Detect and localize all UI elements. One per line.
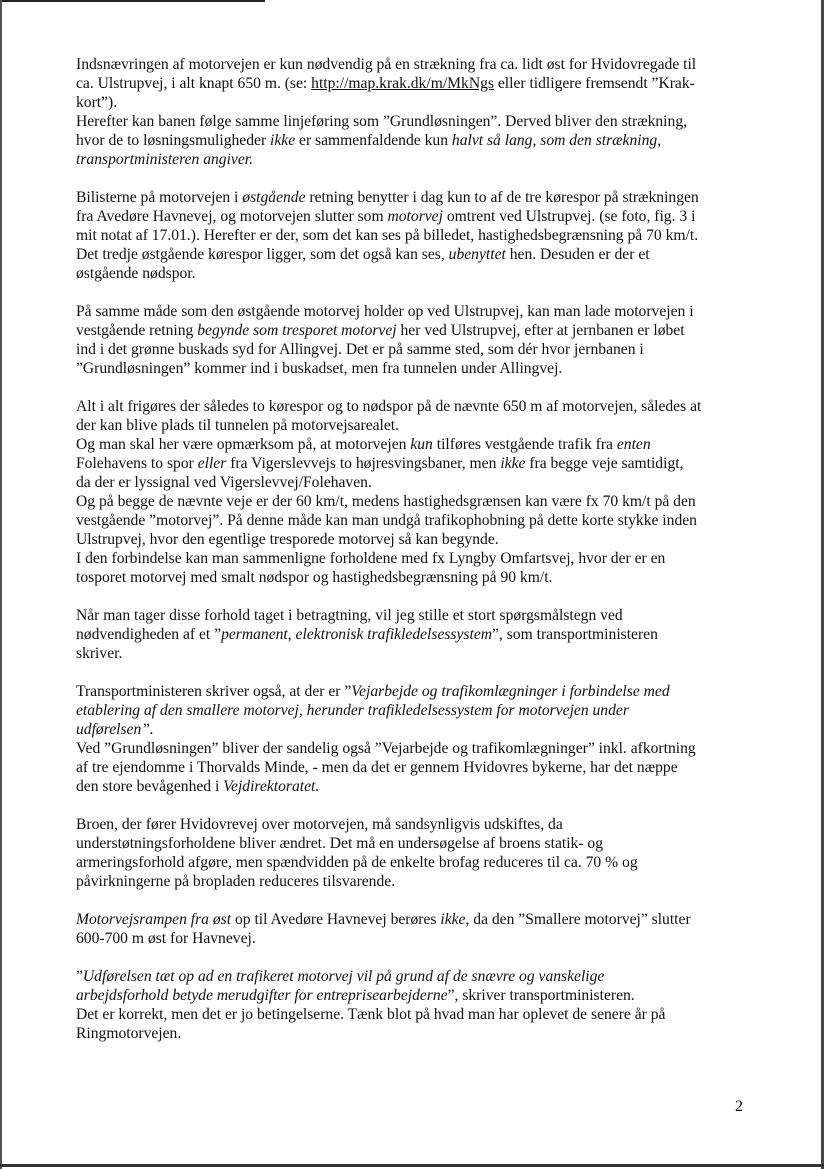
italic-text: begynde som tresporet motorvej	[197, 322, 397, 339]
text-segment: da der er lyssignal ved Vigerslevvej/Folehaven.	[76, 474, 372, 491]
italic-text: kun	[410, 436, 433, 453]
paragraph	[76, 397, 756, 587]
text-segment: ind i det grønne buskads syd for Allingvej. Det er på samme sted, som dér hvor jernbanen i	[76, 341, 644, 358]
text-segment: nødvendigheden af et ”	[76, 626, 222, 643]
italic-text: permanent, elektronisk trafikledelsessystem	[221, 626, 493, 643]
text-line	[76, 340, 756, 359]
text-segment: ”, som transportministeren	[492, 626, 658, 643]
text-line	[76, 93, 756, 112]
italic-text: ubenyttet	[448, 246, 506, 263]
text-segment: Ved ”Grundløsningen” bliver der sandelig også ”Vejarbejde og trafikomlægninger” inkl. afkortning	[76, 740, 696, 757]
italic-text: etablering af den smallere motorvej, herunder trafikledelsessystem for motorvejen under	[76, 702, 629, 719]
text-line	[76, 682, 756, 701]
italic-text: halvt så lang, som den strækning,	[451, 132, 662, 149]
text-line	[76, 739, 756, 758]
text-line	[76, 1005, 756, 1024]
text-segment: tosporet motorvej med smalt nødspor og hastighedsbegrænsning på 90 km/t.	[76, 569, 553, 586]
text-line	[76, 131, 756, 150]
text-line	[76, 967, 756, 986]
text-segment: Det er korrekt, men det er jo betingelserne. Tænk blot på hvad man har oplevet de senere år på	[76, 1006, 666, 1023]
text-segment: Det tredje østgående kørespor ligger, som det også kan ses,	[76, 246, 449, 263]
text-segment: hvor de to løsningsmuligheder	[76, 132, 271, 149]
text-line	[76, 644, 756, 663]
text-line	[76, 359, 756, 378]
text-line	[76, 245, 756, 264]
italic-text: Motorvejsrampen fra øst	[76, 911, 232, 928]
krak-map-link[interactable]: http://map.krak.dk/m/MkNgs	[311, 75, 494, 92]
paragraph	[76, 55, 756, 169]
italic-text: Vejarbejde og trafikomlægninger i forbindelse med	[351, 683, 670, 700]
text-line	[76, 150, 756, 169]
text-line	[76, 55, 756, 74]
text-line	[76, 454, 756, 473]
text-line	[76, 302, 756, 321]
text-line	[76, 720, 756, 739]
italic-text: udførelsen”.	[76, 721, 154, 738]
text-segment: , da den ”Smallere motorvej” slutter	[465, 911, 691, 928]
text-line	[76, 834, 756, 853]
paragraph	[76, 682, 756, 796]
text-segment: Når man tager disse forhold taget i betragtning, vil jeg stille et stort spørgsmålstegn ved	[76, 607, 623, 624]
text-line	[76, 416, 756, 435]
text-segment: Ulstrupvej, hvor den egentlige tresporede motorvej så kan begynde.	[76, 531, 499, 548]
paragraph	[76, 606, 756, 663]
text-segment: påvirkningerne på bropladen reduceres tilsvarende.	[76, 873, 396, 890]
text-segment: mit notat af 17.01.). Herefter er der, som det kan ses på billedet, hastighedsbegrænsning på 70 km/t.	[76, 227, 699, 244]
text-segment: Bilisterne på motorvejen i	[76, 189, 243, 206]
text-segment: her ved Ulstrupvej, efter at jernbanen er løbet	[396, 322, 685, 339]
text-segment: Herefter kan banen følge samme linjeføring som ”Grundløsningen”. Derved bliver den strækning,	[76, 113, 688, 130]
text-segment: Indsnævringen af motorvejen er kun nødvendig på en strækning fra ca. lidt øst for Hvidovregade til	[76, 56, 697, 73]
italic-text: ikke	[440, 911, 466, 928]
italic-text: østgående	[242, 189, 306, 206]
text-line	[76, 549, 756, 568]
italic-text: Udførelsen tæt op ad en trafikeret motorvej vil på grund af de snævre og vanskelige	[82, 968, 605, 985]
italic-text: transportministeren angiver.	[76, 151, 254, 168]
text-line	[76, 207, 756, 226]
paragraph	[76, 815, 756, 891]
italic-text: ikke	[500, 455, 526, 472]
text-segment: Alt i alt frigøres der således to kørespor og to nødspor på de nævnte 650 m af motorvejen, således at	[76, 398, 702, 415]
text-line	[76, 511, 756, 530]
text-line	[76, 74, 756, 93]
scan-edge-left	[0, 0, 2, 1169]
text-line	[76, 777, 756, 796]
text-line	[76, 435, 756, 454]
text-line	[76, 872, 756, 891]
text-line	[76, 112, 756, 131]
text-line	[76, 492, 756, 511]
italic-text: eller	[197, 455, 227, 472]
text-line	[76, 1024, 756, 1043]
text-segment: hen. Desuden er der et	[505, 246, 650, 263]
text-segment: vestgående retning	[76, 322, 198, 339]
text-segment: Broen, der fører Hvidovrevej over motorvejen, må sandsynligvis udskiftes, da	[76, 816, 563, 833]
text-segment: retning benytter i dag kun to af de tre kørespor på strækningen	[305, 189, 699, 206]
text-segment: op til Avedøre Havnevej berøres	[231, 911, 441, 928]
text-segment: fra Vigerslevvejs to højresvingsbaner, men	[226, 455, 501, 472]
text-segment: fra Avedøre Havnevej, og motorvejen slutter som	[76, 208, 388, 225]
text-segment: Og man skal her være opmærksom på, at motorvejen	[76, 436, 411, 453]
text-segment: tilføres vestgående trafik fra	[432, 436, 617, 453]
text-line	[76, 473, 756, 492]
paragraph	[76, 967, 756, 1043]
text-line	[76, 568, 756, 587]
text-line	[76, 397, 756, 416]
text-segment: understøtningsforholdene bliver ændret. Det må en undersøgelse af broens statik- og	[76, 835, 604, 852]
text-line	[76, 758, 756, 777]
text-line	[76, 226, 756, 245]
italic-text: enten	[616, 436, 651, 453]
text-line	[76, 530, 756, 549]
text-segment: Transportministeren skriver også, at der er ”	[76, 683, 352, 700]
text-segment: 600-700 m øst for Havnevej.	[76, 930, 256, 947]
paragraph	[76, 188, 756, 283]
text-segment: kort”).	[76, 94, 118, 111]
text-segment: Ringmotorvejen.	[76, 1025, 182, 1042]
text-line	[76, 264, 756, 283]
text-segment: omtrent ved Ulstrupvej. (se foto, fig. 3 i	[442, 208, 696, 225]
text-line	[76, 321, 756, 340]
text-segment: af tre ejendomme i Thorvalds Minde, - men da det er gennem Hvidovres bykerne, har det næppe	[76, 759, 678, 776]
italic-text: ikke	[270, 132, 296, 149]
text-line	[76, 929, 756, 948]
text-line	[76, 853, 756, 872]
text-line	[76, 606, 756, 625]
text-segment: fra begge veje samtidigt,	[525, 455, 684, 472]
text-segment: den store bevågenhed i	[76, 778, 224, 795]
italic-text: motorvej	[387, 208, 443, 225]
text-segment: der kan blive plads til tunnelen på motorvejsarealet.	[76, 417, 400, 434]
text-line	[76, 986, 756, 1005]
text-line	[76, 625, 756, 644]
text-segment: ”, skriver transportministeren.	[447, 987, 635, 1004]
paragraph	[76, 302, 756, 378]
text-line	[76, 701, 756, 720]
text-segment: I den forbindelse kan man sammenligne forholdene med fx Lyngby Omfartsvej, hvor der er en	[76, 550, 666, 567]
text-line	[76, 188, 756, 207]
text-segment: er sammenfaldende kun	[295, 132, 452, 149]
document-body	[76, 55, 756, 1043]
paragraph	[76, 910, 756, 948]
text-segment: Og på begge de nævnte veje er der 60 km/t, medens hastighedsgrænsen kan være fx 70 km/t på den	[76, 493, 696, 510]
text-line	[76, 910, 756, 929]
text-segment: eller tidligere fremsendt ”Krak-	[493, 75, 695, 92]
italic-text: arbejdsforhold betyde merudgifter for entreprisearbejderne	[76, 987, 448, 1004]
text-segment: ca. Ulstrupvej, i alt knapt 650 m. (se:	[76, 75, 312, 92]
text-segment: ”Grundløsningen” kommer ind i buskadset, men fra tunnelen under Allingvej.	[76, 360, 563, 377]
text-segment: østgående nødspor.	[76, 265, 196, 282]
text-segment: ”	[76, 968, 83, 985]
page-number: 2	[735, 1098, 743, 1115]
italic-text: Vejdirektoratet.	[223, 778, 320, 795]
text-segment: skriver.	[76, 645, 123, 662]
text-segment: armeringsforhold afgøre, men spændvidden på de enkelte brofag reduceres til ca. 70 % og	[76, 854, 638, 871]
text-segment: Folehavens to spor	[76, 455, 198, 472]
scan-edge-bottom	[0, 1164, 824, 1167]
text-line	[76, 815, 756, 834]
top-rule	[0, 0, 265, 2]
text-segment: På samme måde som den østgående motorvej holder op ved Ulstrupvej, kan man lade motorvejen i	[76, 303, 694, 320]
text-segment: vestgående ”motorvej”. På denne måde kan man undgå trafikophobning på dette korte stykke inden	[76, 512, 697, 529]
